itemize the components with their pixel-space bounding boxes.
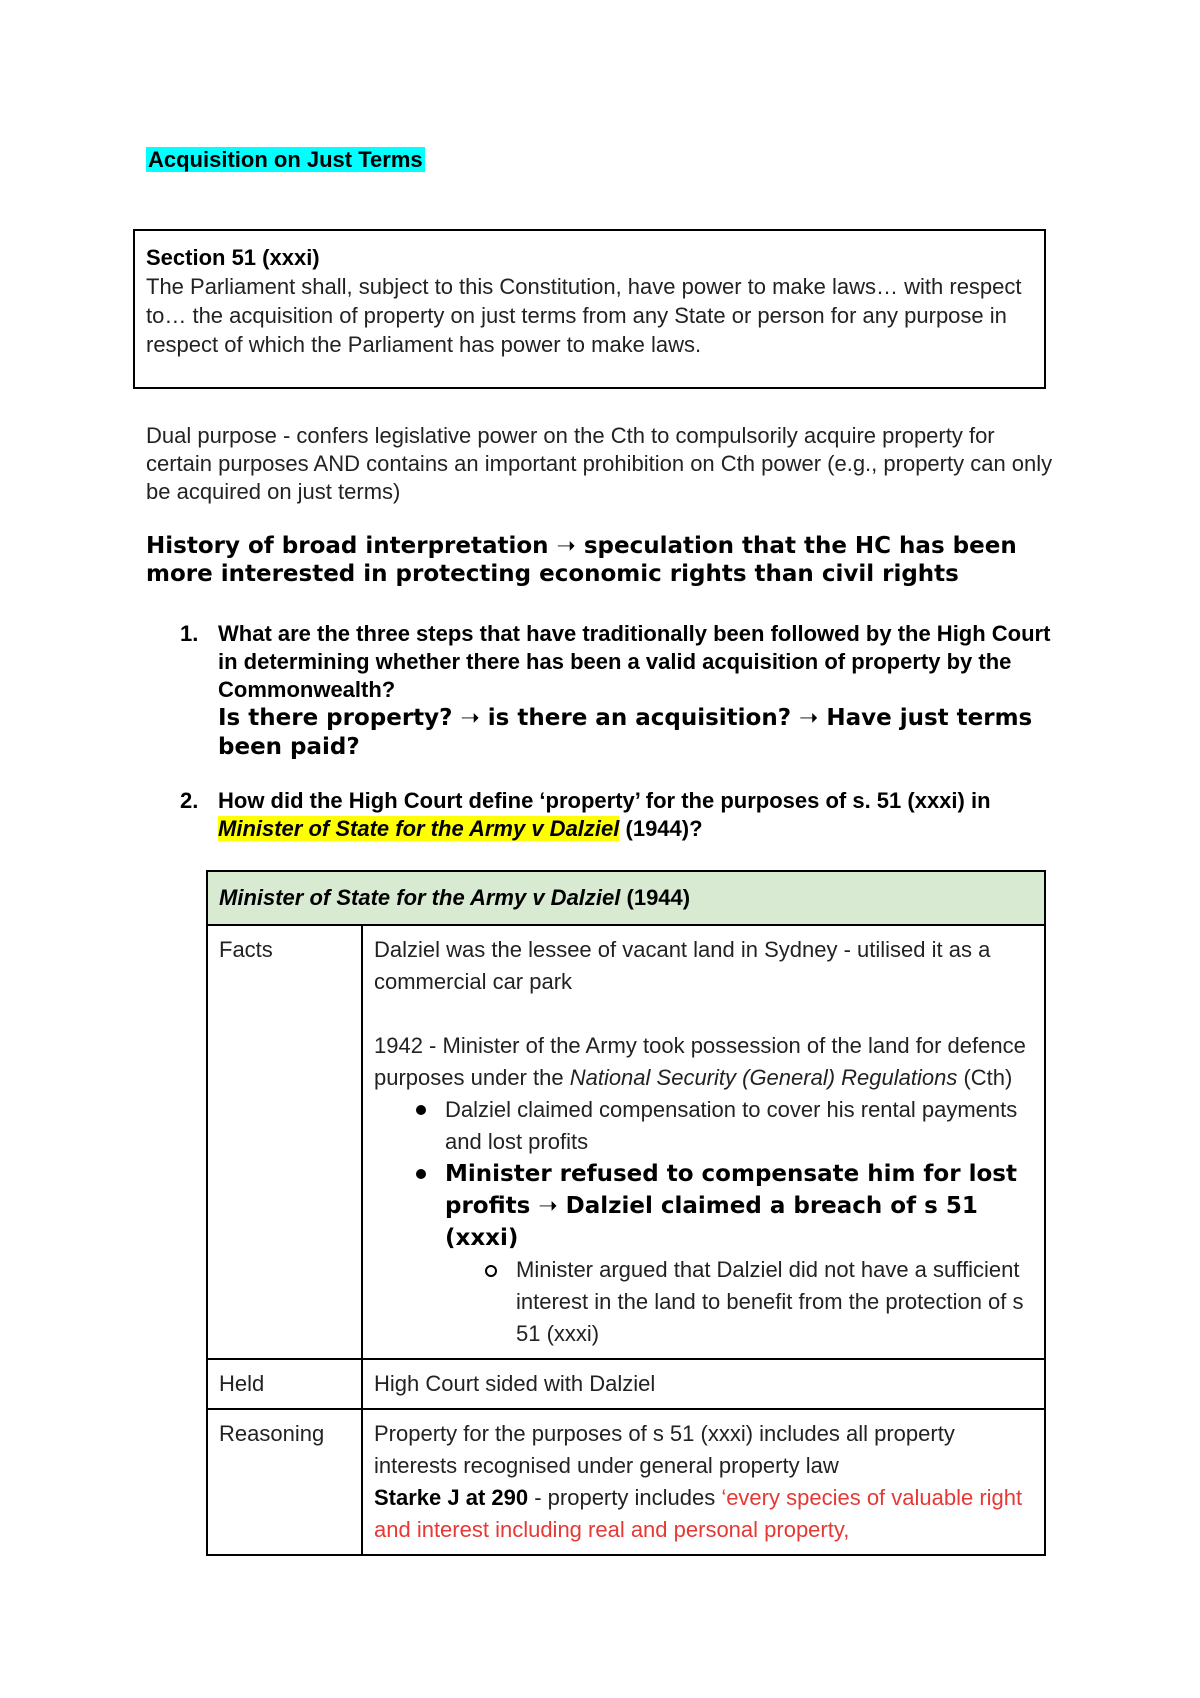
bullet-dot-icon bbox=[416, 1169, 426, 1179]
question-1 bbox=[180, 620, 1060, 762]
reasoning-paragraph-2 bbox=[374, 1482, 1034, 1546]
bullet-text: Dalziel claimed compensation to cover his rental payments and lost profits bbox=[445, 1097, 1018, 1154]
list-item bbox=[445, 1254, 1034, 1350]
paragraph-spacer bbox=[374, 998, 1034, 1030]
question-text-after: (1944)? bbox=[619, 816, 703, 841]
page-title-text: Acquisition on Just Terms bbox=[148, 147, 423, 172]
regulations-title: National Security (General) Regulations bbox=[569, 1065, 958, 1090]
list-item bbox=[374, 1158, 1034, 1350]
facts-bullet-list bbox=[374, 1094, 1034, 1350]
quoted-definition: ‘every species of valuable right and interest including real and personal property, bbox=[374, 1485, 1023, 1542]
judge-citation: Starke J at 290 bbox=[374, 1485, 529, 1510]
list-item bbox=[374, 1094, 1034, 1158]
sub-bullet-text: Minister argued that Dalziel did not have a sufficient interest in the land to benefit from the protection of s 51 (xxxi) bbox=[516, 1257, 1024, 1346]
row-label-reasoning: Reasoning bbox=[207, 1409, 362, 1555]
question-number: 1. bbox=[180, 621, 199, 646]
facts-paragraph-1: Dalziel was the lessee of vacant land in Sydney - utilised it as a commercial car park bbox=[374, 937, 991, 994]
row-content-reasoning bbox=[362, 1409, 1045, 1555]
table-row bbox=[207, 1409, 1045, 1555]
case-summary-table bbox=[206, 870, 1046, 1556]
question-text-before: How did the High Court define ‘property’ for the purposes of s. 51 (xxxi) in bbox=[218, 788, 991, 813]
row-label-held: Held bbox=[207, 1359, 362, 1409]
facts-text-before: 1942 - Minister of the Army took possession of the land for defence purposes under the bbox=[374, 1033, 1026, 1090]
highlighted-case-name: Minister of State for the Army v Dalziel bbox=[218, 816, 620, 841]
table-header-row bbox=[207, 871, 1045, 925]
bullet-dot-icon bbox=[416, 1105, 426, 1115]
section-text: The Parliament shall, subject to this Constitution, have power to make laws… with respect to… the acquisition of property on just terms from any State or person for any purpose in respect of which the Parliament has power to make laws. bbox=[146, 274, 1022, 357]
question-2 bbox=[180, 787, 1060, 843]
reasoning-mid-text: - property includes bbox=[528, 1485, 722, 1510]
table-row bbox=[207, 925, 1045, 1359]
section-heading: Section 51 (xxxi) bbox=[146, 245, 320, 270]
facts-paragraph-2 bbox=[374, 1030, 1034, 1094]
question-text: What are the three steps that have traditionally been followed by the High Court in determining whether there has been a valid acquisition of property by the Commonwealth? bbox=[218, 621, 1051, 702]
question-answer: Is there property? ➝ is there an acquisition? ➝ Have just terms been paid? bbox=[218, 705, 1033, 760]
question-number: 2. bbox=[180, 788, 199, 813]
row-label-facts: Facts bbox=[207, 925, 362, 1359]
question-text bbox=[218, 787, 1060, 843]
reasoning-paragraph-1: Property for the purposes of s 51 (xxxi) includes all property interests recognised under general property law bbox=[374, 1421, 955, 1478]
history-paragraph: History of broad interpretation ➝ speculation that the HC has been more interested in protecting economic rights than civil rights bbox=[146, 533, 1017, 587]
dual-purpose-paragraph: Dual purpose - confers legislative power on the Cth to compulsorily acquire property for certain purposes AND contains an important prohibition on Cth power (e.g., property can only be acquired on just terms) bbox=[146, 423, 1053, 504]
page-title bbox=[146, 146, 425, 173]
header-case-name: Minister of State for the Army v Dalziel bbox=[219, 885, 621, 910]
facts-sub-bullet-list bbox=[445, 1254, 1034, 1350]
table-header-cell bbox=[207, 871, 1045, 925]
bullet-text: Minister refused to compensate him for lost profits ➝ Dalziel claimed a breach of s 51 (xxxi) bbox=[445, 1161, 1017, 1251]
constitution-section-box bbox=[133, 229, 1046, 389]
header-case-year: (1944) bbox=[620, 885, 691, 910]
facts-text-after: (Cth) bbox=[957, 1065, 1013, 1090]
table-row bbox=[207, 1359, 1045, 1409]
bullet-circle-icon bbox=[485, 1265, 497, 1277]
row-content-facts bbox=[362, 925, 1045, 1359]
row-content-held: High Court sided with Dalziel bbox=[362, 1359, 1045, 1409]
